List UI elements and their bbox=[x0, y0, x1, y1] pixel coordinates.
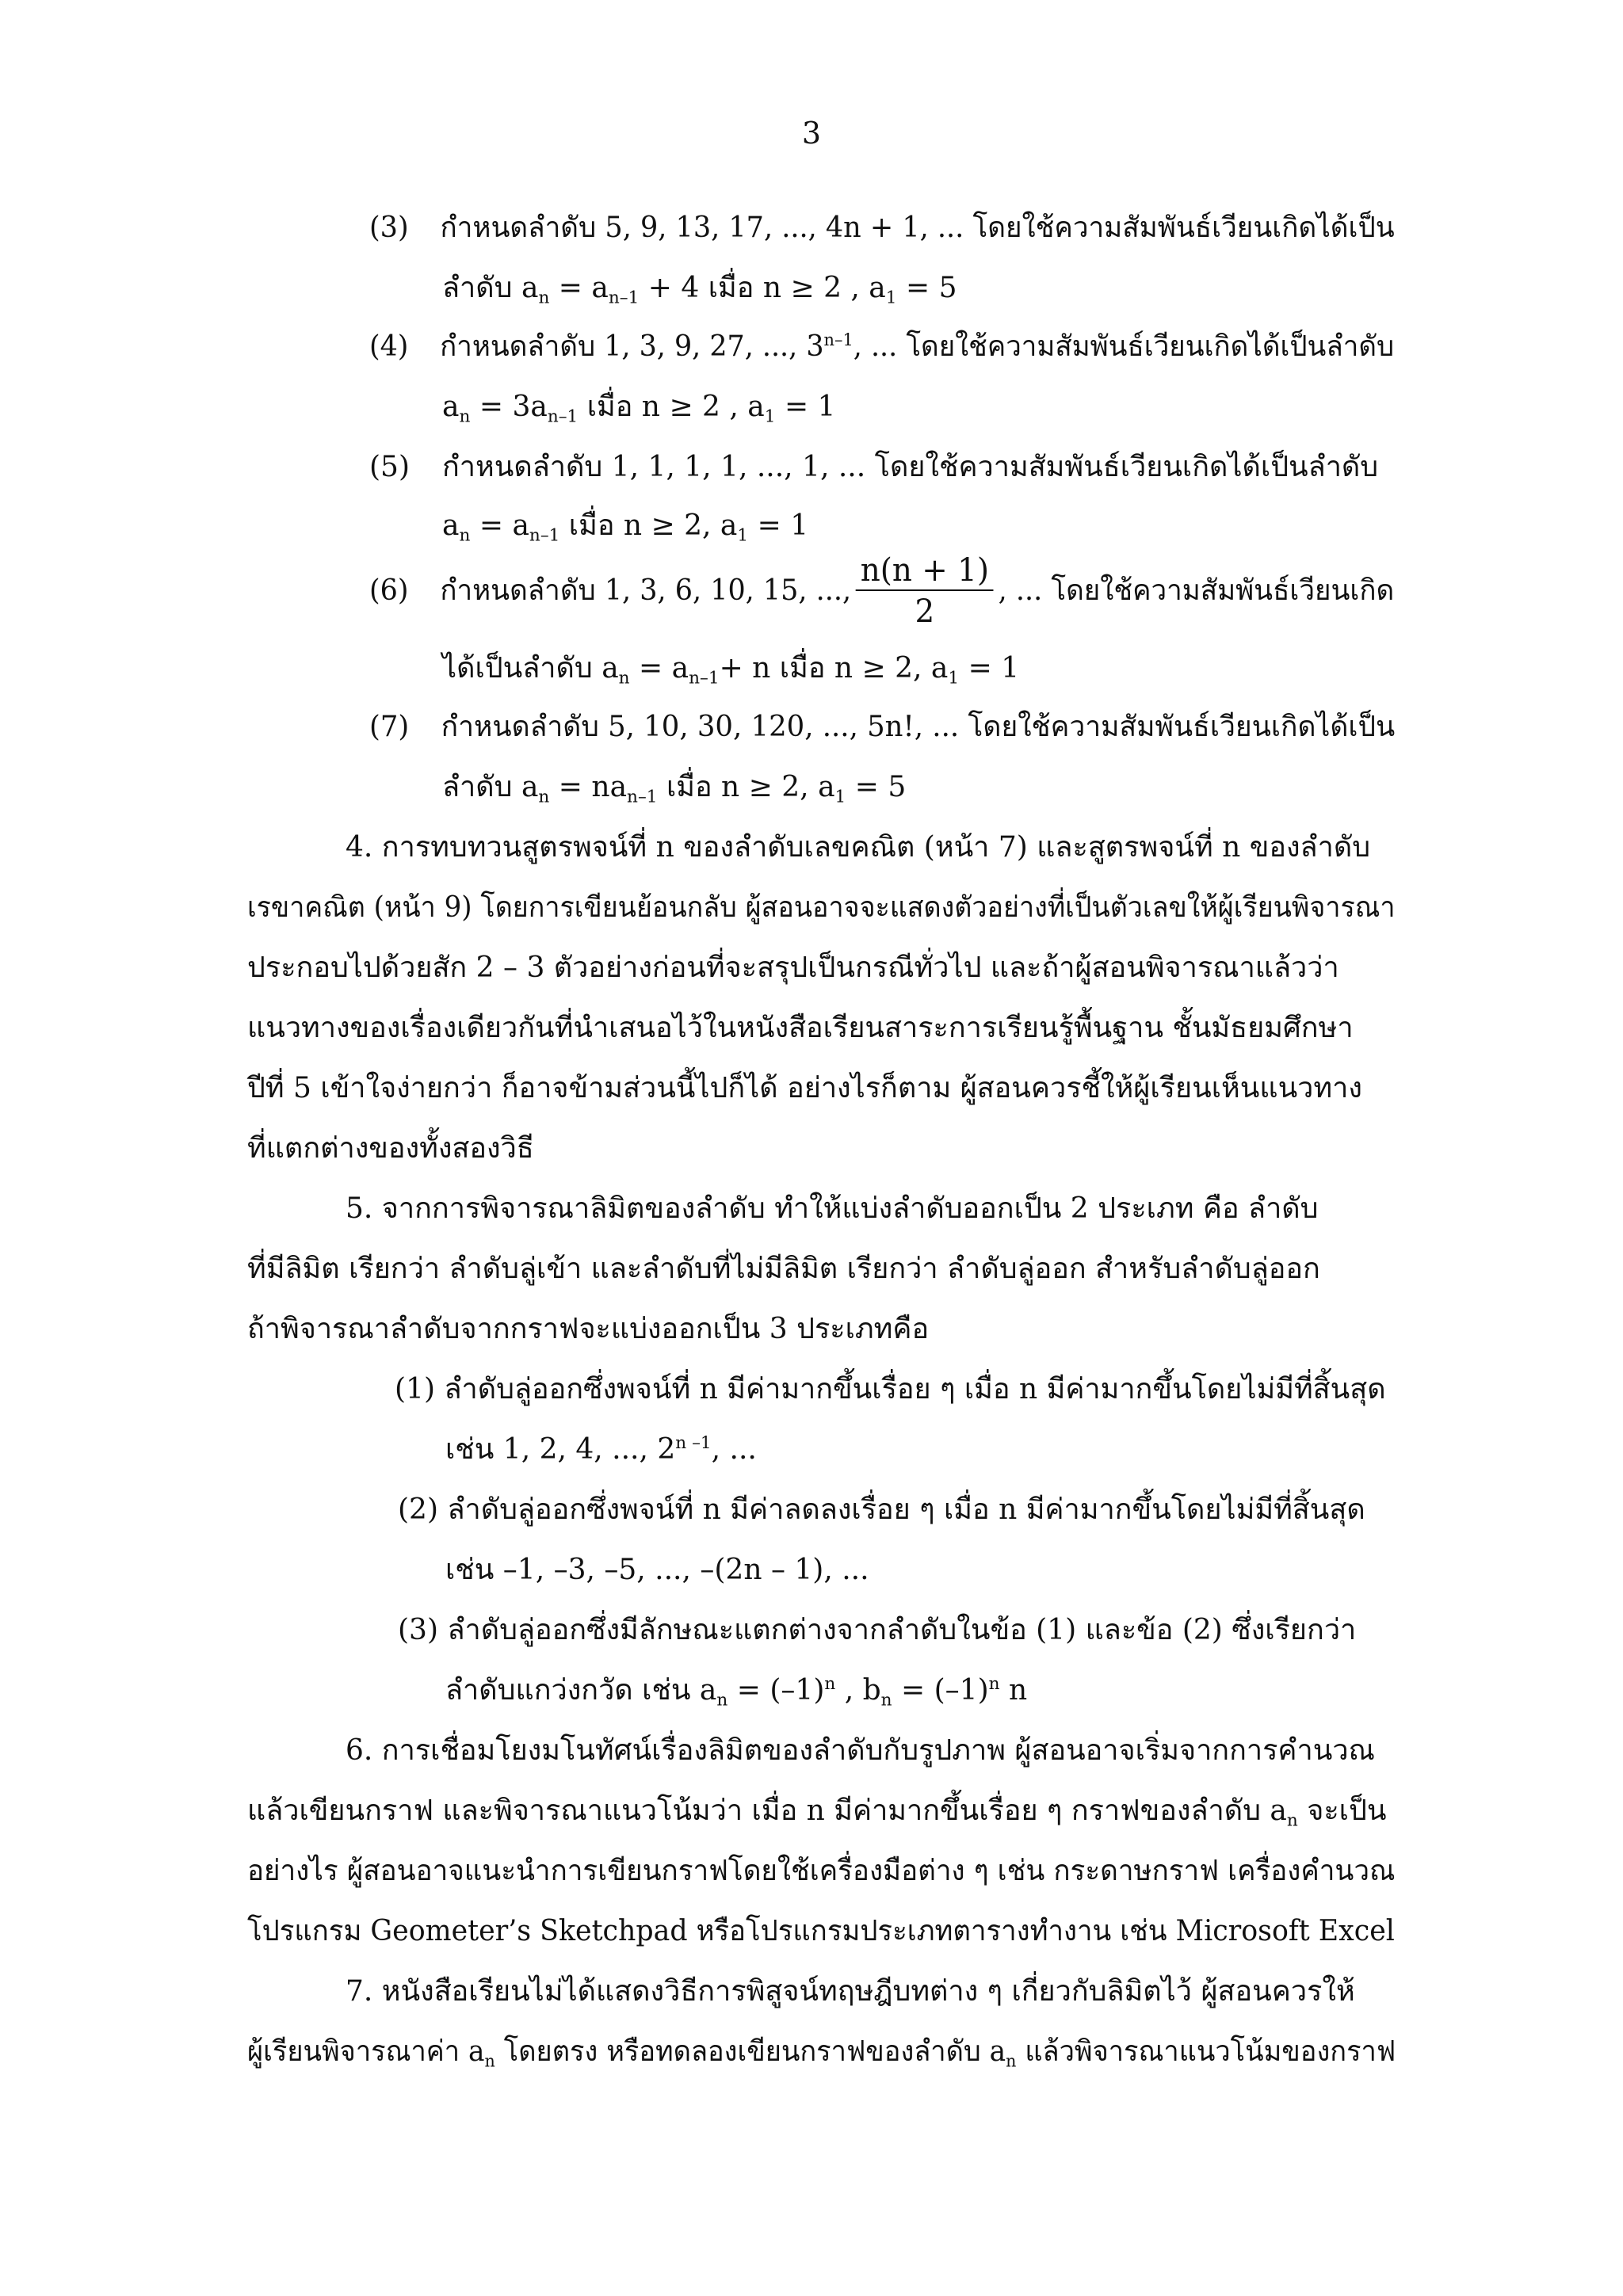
para5-line1: 5. จากการพิจารณาลิมิตของลำดับ ทำให้แบ่งลำดับออกเป็น 2 ประเภท คือ ลำดับ bbox=[346, 1192, 1319, 1225]
para5-sub1-line2 bbox=[445, 1433, 757, 1466]
item-label: (7) bbox=[369, 711, 410, 743]
formula: $a_n = a_{n-1}$ เมื่อ n ≥ 2, $a_1 = 1$ bbox=[442, 509, 809, 546]
para4-line5: ปีที่ 5 เข้าใจง่ายกว่า ก็อาจข้ามส่วนนี้ไปก็ได้ อย่างไรก็ตาม ผู้สอนควรชี้ให้ผู้เรียนเห็นแนวทาง bbox=[247, 1072, 1362, 1104]
item-text: กำหนดลำดับ 5, 9, 13, 17, ..., 4n + 1, ... โดยใช้ความสัมพันธ์เวียนเกิดได้เป็น bbox=[440, 212, 1395, 244]
formula: ลำดับ $a_n = na_{n-1}$ เมื่อ n ≥ 2, $a_1 = 5$ bbox=[442, 771, 907, 807]
para7-line2: ผู้เรียนพิจารณาค่า $a_n$ โดยตรง หรือทดลองเขียนกราฟของลำดับ $a_n$ แล้วพิจารณาแนวโน้มของกราฟ bbox=[247, 2035, 1396, 2072]
item-text: กำหนดลำดับ 5, 10, 30, 120, ..., 5n!, ... โดยใช้ความสัมพันธ์เวียนเกิดได้เป็น bbox=[441, 711, 1396, 743]
fraction bbox=[856, 552, 994, 630]
para5-sub2-line1: (2) ลำดับลู่ออกซึ่งพจน์ที่ n มีค่าลดลงเรื่อย ๆ เมื่อ n มีค่ามากขึ้นโดยไม่มีที่สิ้นสุด bbox=[398, 1493, 1365, 1526]
formula: ได้เป็นลำดับ $a_n = a_{n-1}+ n$ เมื่อ n ≥ 2, $a_1 = 1$ bbox=[442, 652, 1020, 688]
item-text: กำหนดลำดับ 1, 1, 1, 1, ..., 1, ... โดยใช้ความสัมพันธ์เวียนเกิดได้เป็นลำดับ bbox=[442, 451, 1379, 483]
fraction-denominator: 2 bbox=[915, 593, 935, 630]
superscript: n–1 bbox=[823, 330, 854, 351]
para5-sub2-line2: เช่น –1, –3, –5, ..., –(2n – 1), ... bbox=[445, 1554, 869, 1586]
formula: $a_n = 3a_{n-1}$ เมื่อ n ≥ 2 , $a_1 = 1$ bbox=[442, 391, 836, 427]
para4-line6: ที่แตกต่างของทั้งสองวิธี bbox=[247, 1132, 534, 1165]
list-item-4-line1 bbox=[369, 330, 1395, 363]
list-item-3-line2 bbox=[442, 272, 957, 308]
item-label: (3) bbox=[369, 212, 409, 244]
superscript: n –1 bbox=[675, 1433, 712, 1454]
para5-sub1-line1: (1) ลำดับลู่ออกซึ่งพจน์ที่ n มีค่ามากขึ้นเรื่อย ๆ เมื่อ n มีค่ามากขึ้นโดยไม่มีที่สิ้นสุด bbox=[395, 1373, 1386, 1405]
sub-text: เช่น 1, 2, 4, ..., 2 bbox=[445, 1433, 676, 1466]
para6-line2: แล้วเขียนกราฟ และพิจารณาแนวโน้มว่า เมื่อ n มีค่ามากขึ้นเรื่อย ๆ กราฟของลำดับ $a_n$ จะเป็น bbox=[247, 1794, 1387, 1831]
para6-line3: อย่างไร ผู้สอนอาจแนะนำการเขียนกราฟโดยใช้เครื่องมือต่าง ๆ เช่น กระดาษกราฟ เครื่องคำนวณ bbox=[247, 1855, 1396, 1887]
item-text: , ... โดยใช้ความสัมพันธ์เวียนเกิด bbox=[998, 574, 1395, 607]
item-label: (5) bbox=[369, 451, 410, 483]
list-item-5-line1 bbox=[369, 453, 1378, 482]
para7-line1: 7. หนังสือเรียนไม่ได้แสดงวิธีการพิสูจน์ทฤษฎีบทต่าง ๆ เกี่ยวกับลิมิตไว้ ผู้สอนควรให้ bbox=[346, 1975, 1355, 2008]
page-number: 3 bbox=[801, 116, 822, 151]
item-label: (6) bbox=[369, 574, 409, 607]
list-item-5-line2 bbox=[442, 509, 809, 546]
para6-line1: 6. การเชื่อมโยงมโนทัศน์เรื่องลิมิตของลำดับกับรูปภาพ ผู้สอนอาจเริ่มจากการคำนวณ bbox=[346, 1734, 1375, 1767]
para5-sub3-line2: ลำดับแกว่งกวัด เช่น $a_n = (-1)^n$ , $b_n = (-1)^n$ n bbox=[445, 1674, 1028, 1711]
item-text: , ... โดยใช้ความสัมพันธ์เวียนเกิดได้เป็นลำดับ bbox=[853, 330, 1395, 363]
sub-text: , ... bbox=[711, 1433, 757, 1466]
para4-line1: 4. การทบทวนสูตรพจน์ที่ n ของลำดับเลขคณิต (หน้า 7) และสูตรพจน์ที่ n ของลำดับ bbox=[346, 831, 1371, 864]
item-text: กำหนดลำดับ 1, 3, 9, 27, ..., 3 bbox=[440, 330, 824, 363]
list-item-3-line1 bbox=[369, 214, 1395, 242]
para4-line3: ประกอบไปด้วยสัก 2 – 3 ตัวอย่างก่อนที่จะสรุปเป็นกรณีทั่วไป และถ้าผู้สอนพิจารณาแล้วว่า bbox=[247, 952, 1339, 984]
item-label: (4) bbox=[369, 330, 409, 363]
item-text: ลำดับ bbox=[442, 272, 513, 304]
fraction-numerator: n(n + 1) bbox=[856, 555, 994, 591]
para4-line4: แนวทางของเรื่องเดียวกันที่นำเสนอไว้ในหนังสือเรียนสาระการเรียนรู้พื้นฐาน ชั้นมัธยมศึกษา bbox=[247, 1012, 1354, 1044]
formula: $a_n = a_{n-1} + 4$ เมื่อ n ≥ 2 , $a_1 = 5$ bbox=[521, 272, 957, 308]
para6-line4: โปรแกรม Geometer’s Sketchpad หรือโปรแกรมประเภทตารางทำงาน เช่น Microsoft Excel bbox=[247, 1915, 1395, 1947]
para4-line2: เรขาคณิต (หน้า 9) โดยการเขียนย้อนกลับ ผู้สอนอาจจะแสดงตัวอย่างที่เป็นตัวเลขให้ผู้เรียนพิจารณา bbox=[247, 891, 1396, 924]
list-item-6-line1 bbox=[369, 552, 1395, 630]
list-item-7-line1 bbox=[369, 713, 1395, 742]
para5-line3: ถ้าพิจารณาลำดับจากกราฟจะแบ่งออกเป็น 3 ประเภทคือ bbox=[247, 1313, 930, 1345]
para5-line2: ที่มีลิมิต เรียกว่า ลำดับลู่เข้า และลำดับที่ไม่มีลิมิต เรียกว่า ลำดับลู่ออก สำหรับลำดับลู่ออก bbox=[247, 1253, 1320, 1285]
item-text: กำหนดลำดับ 1, 3, 6, 10, 15, ..., bbox=[440, 574, 852, 607]
para5-sub3-line1: (3) ลำดับลู่ออกซึ่งมีลักษณะแตกต่างจากลำดับในข้อ (1) และข้อ (2) ซึ่งเรียกว่า bbox=[398, 1614, 1357, 1646]
list-item-4-line2 bbox=[442, 391, 836, 427]
list-item-6-line2 bbox=[442, 652, 1020, 688]
list-item-7-line2 bbox=[442, 771, 907, 807]
